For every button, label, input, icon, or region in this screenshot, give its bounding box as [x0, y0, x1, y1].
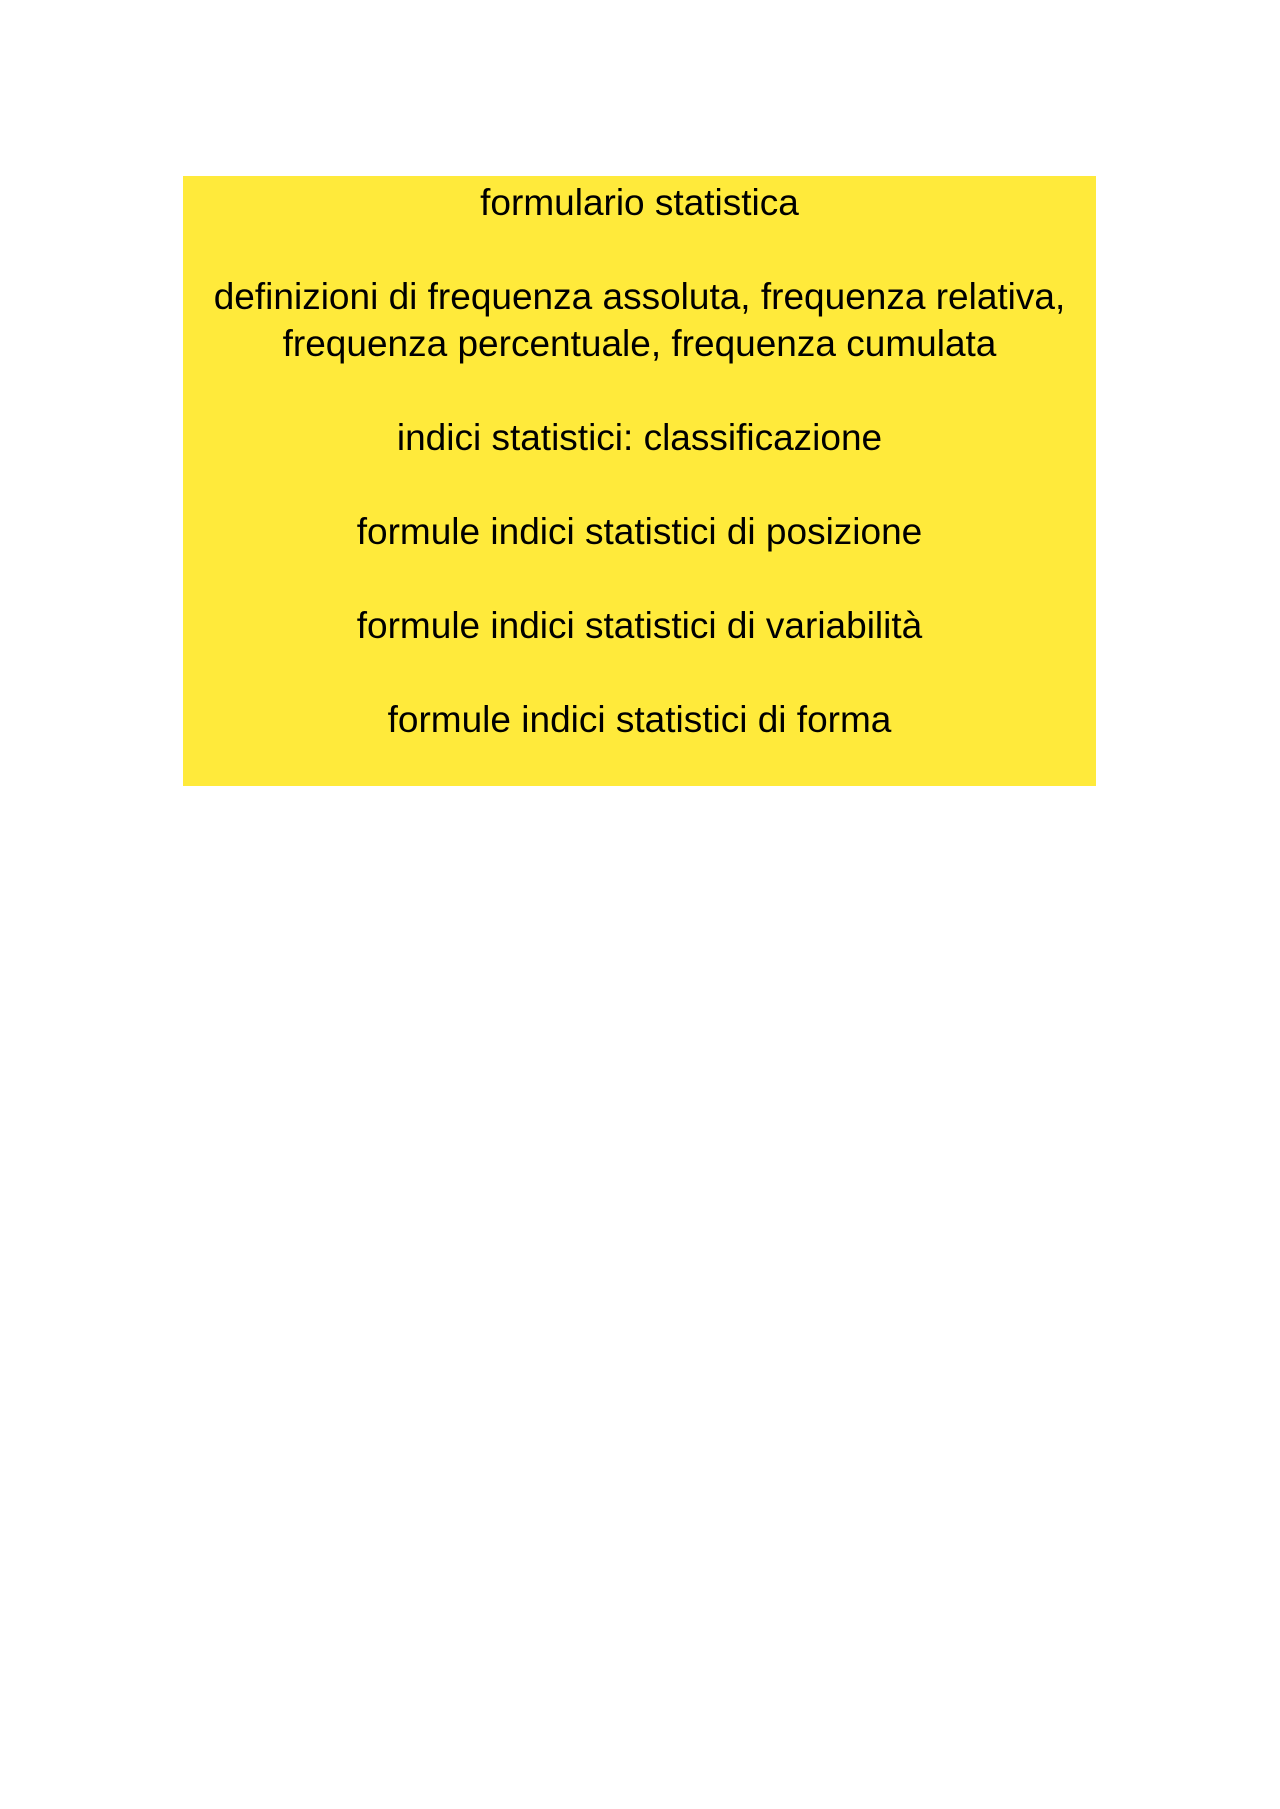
- spacer: [183, 555, 1096, 602]
- item-shape-formulas: formule indici statistici di forma: [387, 699, 892, 740]
- spacer: [183, 649, 1096, 696]
- item-classification: indici statistici: classificazione: [396, 417, 883, 458]
- spacer: [183, 226, 1096, 273]
- item-frequency-definitions-line-1: definizioni di frequenza assoluta, frequenza relativa,: [213, 276, 1066, 317]
- document-title: formulario statistica: [480, 182, 799, 223]
- contents-box: [183, 176, 1096, 786]
- spacer: [183, 367, 1096, 414]
- item-position-formulas: formule indici statistici di posizione: [356, 511, 923, 552]
- spacer: [183, 461, 1096, 508]
- item-variability-formulas: formule indici statistici di variabilità: [356, 605, 923, 646]
- item-frequency-definitions-line-2: frequenza percentuale, frequenza cumulata: [282, 323, 997, 364]
